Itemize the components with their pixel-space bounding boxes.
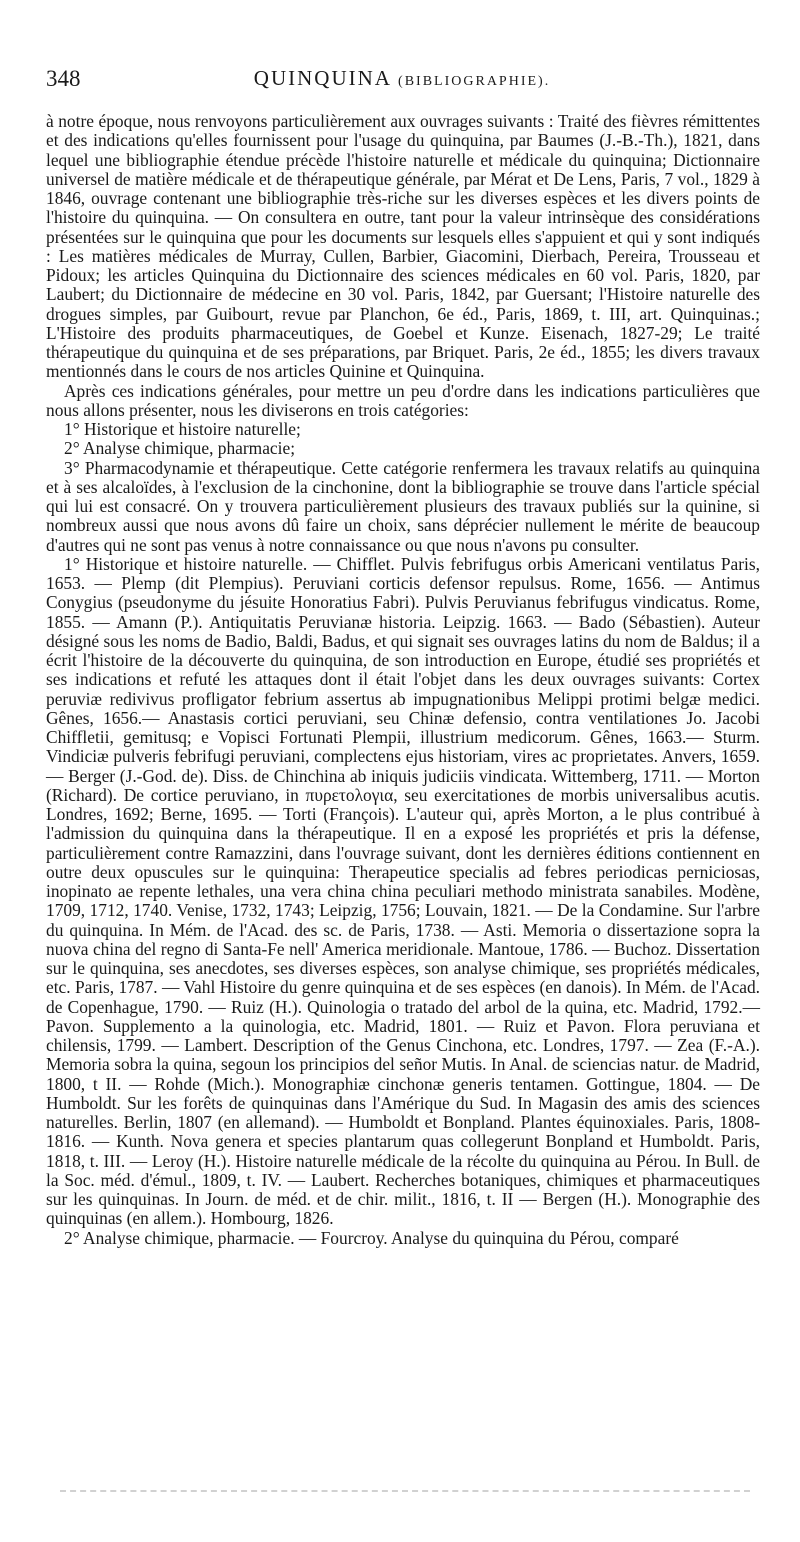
bottom-scan-rule: [60, 1490, 750, 1492]
paragraph: Après ces indications générales, pour mettre un peu d'ordre dans les indications particulières que nous allons présenter, nous les diviserons en trois catégories:: [46, 380, 760, 420]
page-number: 348: [46, 66, 81, 91]
title-word: QUINQUINA: [253, 66, 391, 90]
list-item: 1° Historique et histoire naturelle;: [64, 419, 301, 439]
title-subtitle: (BIBLIOGRAPHIE).: [398, 74, 551, 89]
running-title: [46, 66, 758, 91]
bibliography-section: 1° Historique et histoire naturelle. — Chifflet. Pulvis febrifugus orbis Americani ventilatus Paris, 1653. — Plemp (dit Plempius). Peruviani corticis defensor repulsus. Rome, 1656. — Antimus Conygius (pseudonyme du jésuite Honoratius Fabri). Pulvis Peruvianus febrifugus vindicatus. Rome, 1855. — Amann (P.). Antiquitatis Peruvianæ historia. Leipzig. 1663. — Bado (Sébastien). Auteur désigné sous les noms de Badio, Baldi, Badus, et qui signait ses ouvrages latins du nom de Baldus; il a écrit l'histoire de la découverte du quinquina, de son introduction en Europe, étudié ses propriétés et ses indications et refuté les attaques dont il était l'objet dans les deux ouvrages suivants: Cortex peruviæ redivivus profligator febrium assertus ab impugnationibus Melippi protimi belgæ medici. Gênes, 1656.— Anastasis cortici peruviani, seu Chinæ defensio, contra ventilationes Jo. Jacobi Chiffletii, gemitusq; e Vopisci Fortunati Plempii, illustrium medicorum. Gênes, 1663.— Sturm. Vindiciæ pulveris febrifugi peruviani, complectens ejus historiam, vires ac proprietates. Anvers, 1659. — Berger (J.-God. de). Diss. de Chinchina ab iniquis judiciis vindicata. Wittemberg, 1711. — Morton (Richard). De cortice peruviano, in πυρετολογια, seu exercitationes de morbis universalibus acutis. Londres, 1692; Berne, 1695. — Torti (François). L'auteur qui, après Morton, a le plus contribué à l'admission du quinquina dans la thérapeutique. Il en a exposé les propriétés et pris la défense, particulièrement contre Ramazzini, dans l'ouvrage suivant, dont les dernières éditions contiennent en outre deux opuscules sur le quinquina: Therapeutice specialis ad febres periodicas perniciosas, inopinato ae repente lethales, una vera china china peculiari methodo ministrata sanabiles. Modène, 1709, 1712, 1740. Venise, 1732, 1743; Leipzig, 1756; Louvain, 1821. — De la Condamine. Sur l'arbre du quinquina. In Mém. de l'Acad. des sc. de Paris, 1738. — Asti. Memoria o dissertazione sopra la nuova china del regno di Santa-Fe nell' America meridionale. Mantoue, 1786. — Buchoz. Dissertation sur le quinquina, ses anecdotes, ses diverses espèces, son analyse chimique, ses propriétés médicales, etc. Paris, 1787. — Vahl Histoire du genre quinquina et de ses espèces (en danois). In Mém. de l'Acad. de Copenhague, 1790. — Ruiz (H.). Quinologia o tratado del arbol de la quina, etc. Madrid, 1792.—Pavon. Supplemento a la quinologia, etc. Madrid, 1801. — Ruiz et Pavon. Flora peruviana et chilensis, 1799. — Lambert. Description of the Genus Cinchona, etc. Londres, 1797. — Zea (F.-A.). Memoria sobra la quina, segoun los principios del señor Mutis. In Anal. de sciencias natur. de Madrid, 1800, t II. — Rohde (Mich.). Monographiæ cinchonæ generis tentamen. Gottingue, 1804. — De Humboldt. Sur les forêts de quinquinas dans l'Amérique du Sud. In Magasin des amis des sciences naturelles. Berlin, 1807 (en allemand). — Humboldt et Bonpland. Plantes équinoxiales. Paris, 1808-1816. — Kunth. Nova genera et species plantarum quas collegerunt Bonpland et Humboldt. Paris, 1818, t. III. — Leroy (H.). Histoire naturelle médicale de la récolte du quinquina au Pérou. In Bull. de la Soc. méd. d'émul., 1809, t. IV. — Laubert. Recherches botaniques, chimiques et pharmaceutiques sur les quinquinas. In Journ. de méd. et de chir. milit., 1816, t. II — Bergen (H.). Monographie des quinquinas (en allem.). Hombourg, 1826.: [46, 553, 760, 1229]
bibliography-section: 2° Analyse chimique, pharmacie. — Fourcroy. Analyse du quinquina du Pérou, comparé: [64, 1227, 679, 1248]
page-body: [46, 112, 760, 1248]
running-header: [46, 66, 758, 104]
paragraph: à notre époque, nous renvoyons particulièrement aux ouvrages suivants : Traité des fièvres rémittentes et des indications qu'elles fournissent pour l'usage du quinquina, par Baumes (J.-B.-Th.), 1821, dans lequel une bibliographie étendue précède l'histoire naturelle et médicale du quinquina; Dictionnaire universel de matière médicale et de thérapeutique générale, par Mérat et De Lens, Paris, 7 vol., 1829 à 1846, ouvrage contenant une bibliographie très-riche sur les diverses espèces et les divers points de l'histoire du quinquina. — On consultera en outre, tant pour la valeur intrinsèque des considérations présentées sur le quinquina que pour les documents sur lesquels elles s'appuient et qui y sont indiqués : Les matières médicales de Murray, Cullen, Barbier, Giacomini, Dierbach, Pereira, Trousseau et Pidoux; les articles Quinquina du Dictionnaire des sciences médicales en 60 vol. Paris, 1820, par Laubert; du Dictionnaire de médecine en 30 vol. Paris, 1842, par Guersant; l'Histoire naturelle des drogues simples, par Guibourt, revue par Planchon, 6e éd., Paris, 1869, t. III, art. Quinquinas.; L'Histoire des produits pharmaceutiques, de Goebel et Kunze. Eisenach, 1827-29; Le traité thérapeutique du quinquina et de ses préparations, par Briquet. Paris, 2e éd., 1855; les divers travaux mentionnés dans le cours de nos articles Quinine et Quinquina.: [46, 111, 760, 382]
list-item: 2° Analyse chimique, pharmacie;: [64, 438, 296, 459]
list-item: 3° Pharmacodynamie et thérapeutique. Cette catégorie renfermera les travaux relatifs au quinquina et à ses alcaloïdes, à l'exclusion de la cinchonine, dont la bibliographie se trouve dans l'article spécial qui lui est consacré. On y trouvera particulièrement plusieurs des travaux publiés sur la quinine, si nombreux aussi que nous avons dû faire un choix, sans déprécier nullement le mérite de beaucoup d'autres qui ne sont pas venus à notre connaissance ou que nous n'avons pu consulter.: [46, 457, 760, 555]
